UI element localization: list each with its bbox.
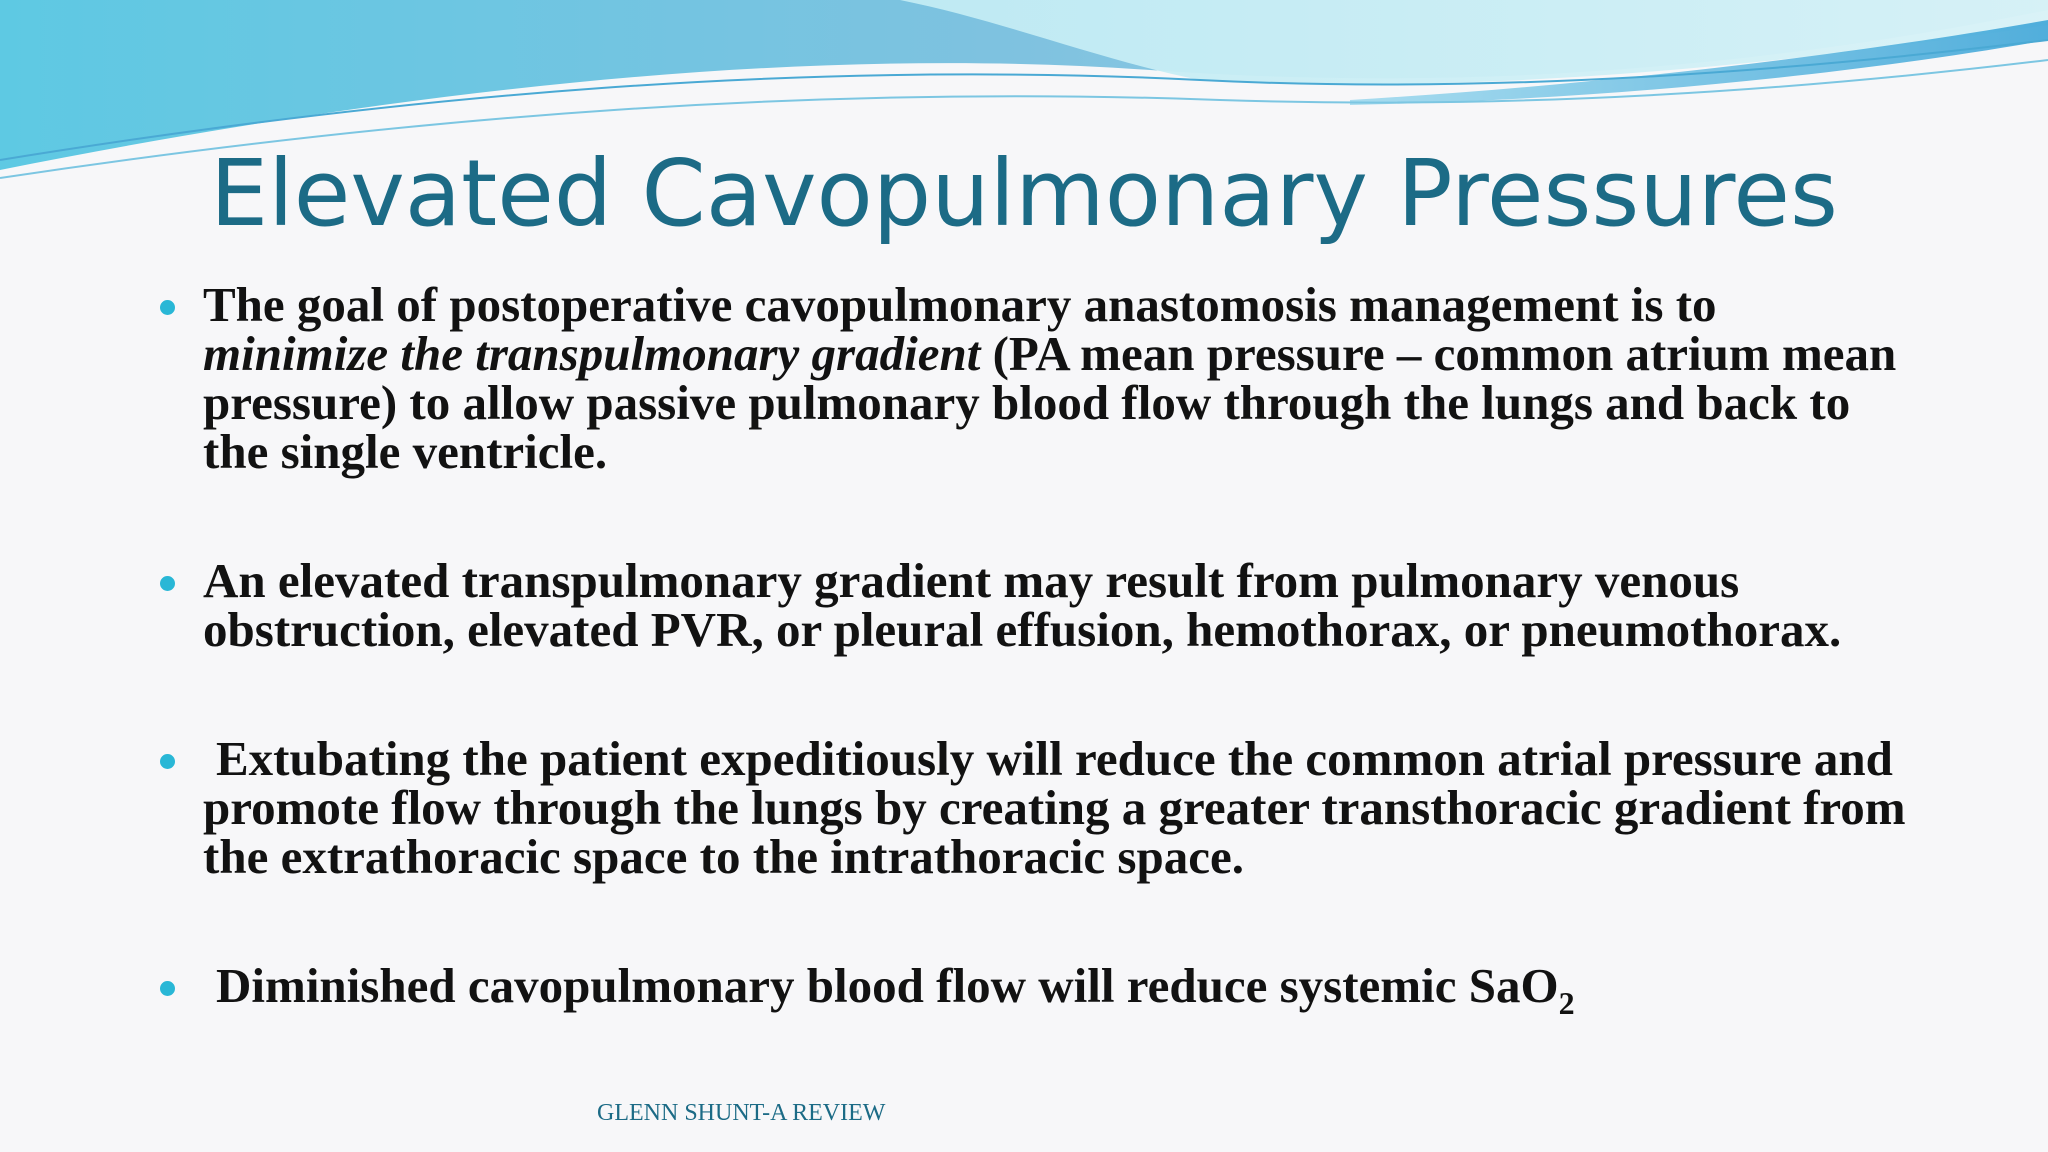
bullet-text-part: The goal of postoperative cavopulmonary anastomosis management is to [203,277,1717,332]
bullet-item-causes [150,553,1910,657]
bullet-dot-icon [160,576,175,591]
subscript-two: 2 [1558,985,1575,1021]
slide-footer: GLENN SHUNT-A REVIEW [597,1100,886,1126]
bullet-emphasis-text: minimize the transpulmonary gradient [203,326,981,381]
bullet-dot-icon [160,300,175,315]
bullet-item-extubation [150,731,1910,884]
bullet-dot-icon [160,981,175,996]
bullet-text: Extubating the patient expeditiously will reduce the common atrial pressure and promote flow through the lungs by creating a greater transthoracic gradient from the extrathoracic space to the intrathoracic space. [203,731,1906,884]
bullet-text-part: (PA mean pressure – common atrium mean pressure) to allow passive pulmonary blood flow through the lungs and back to the single ventricle. [203,326,1897,479]
bullet-dot-icon [160,754,175,769]
bullet-text: Diminished cavopulmonary blood flow will reduce systemic SaO [216,958,1559,1013]
slide-title: Elevated Cavopulmonary Pressures [210,140,1838,247]
bullet-text: An elevated transpulmonary gradient may result from pulmonary venous obstruction, elevated PVR, or pleural effusion, hemothorax, or pneumothorax. [203,553,1842,657]
bullet-item-sao2 [150,958,1910,1028]
bullet-item-goal [150,277,1910,479]
bullet-list [150,270,1910,1028]
